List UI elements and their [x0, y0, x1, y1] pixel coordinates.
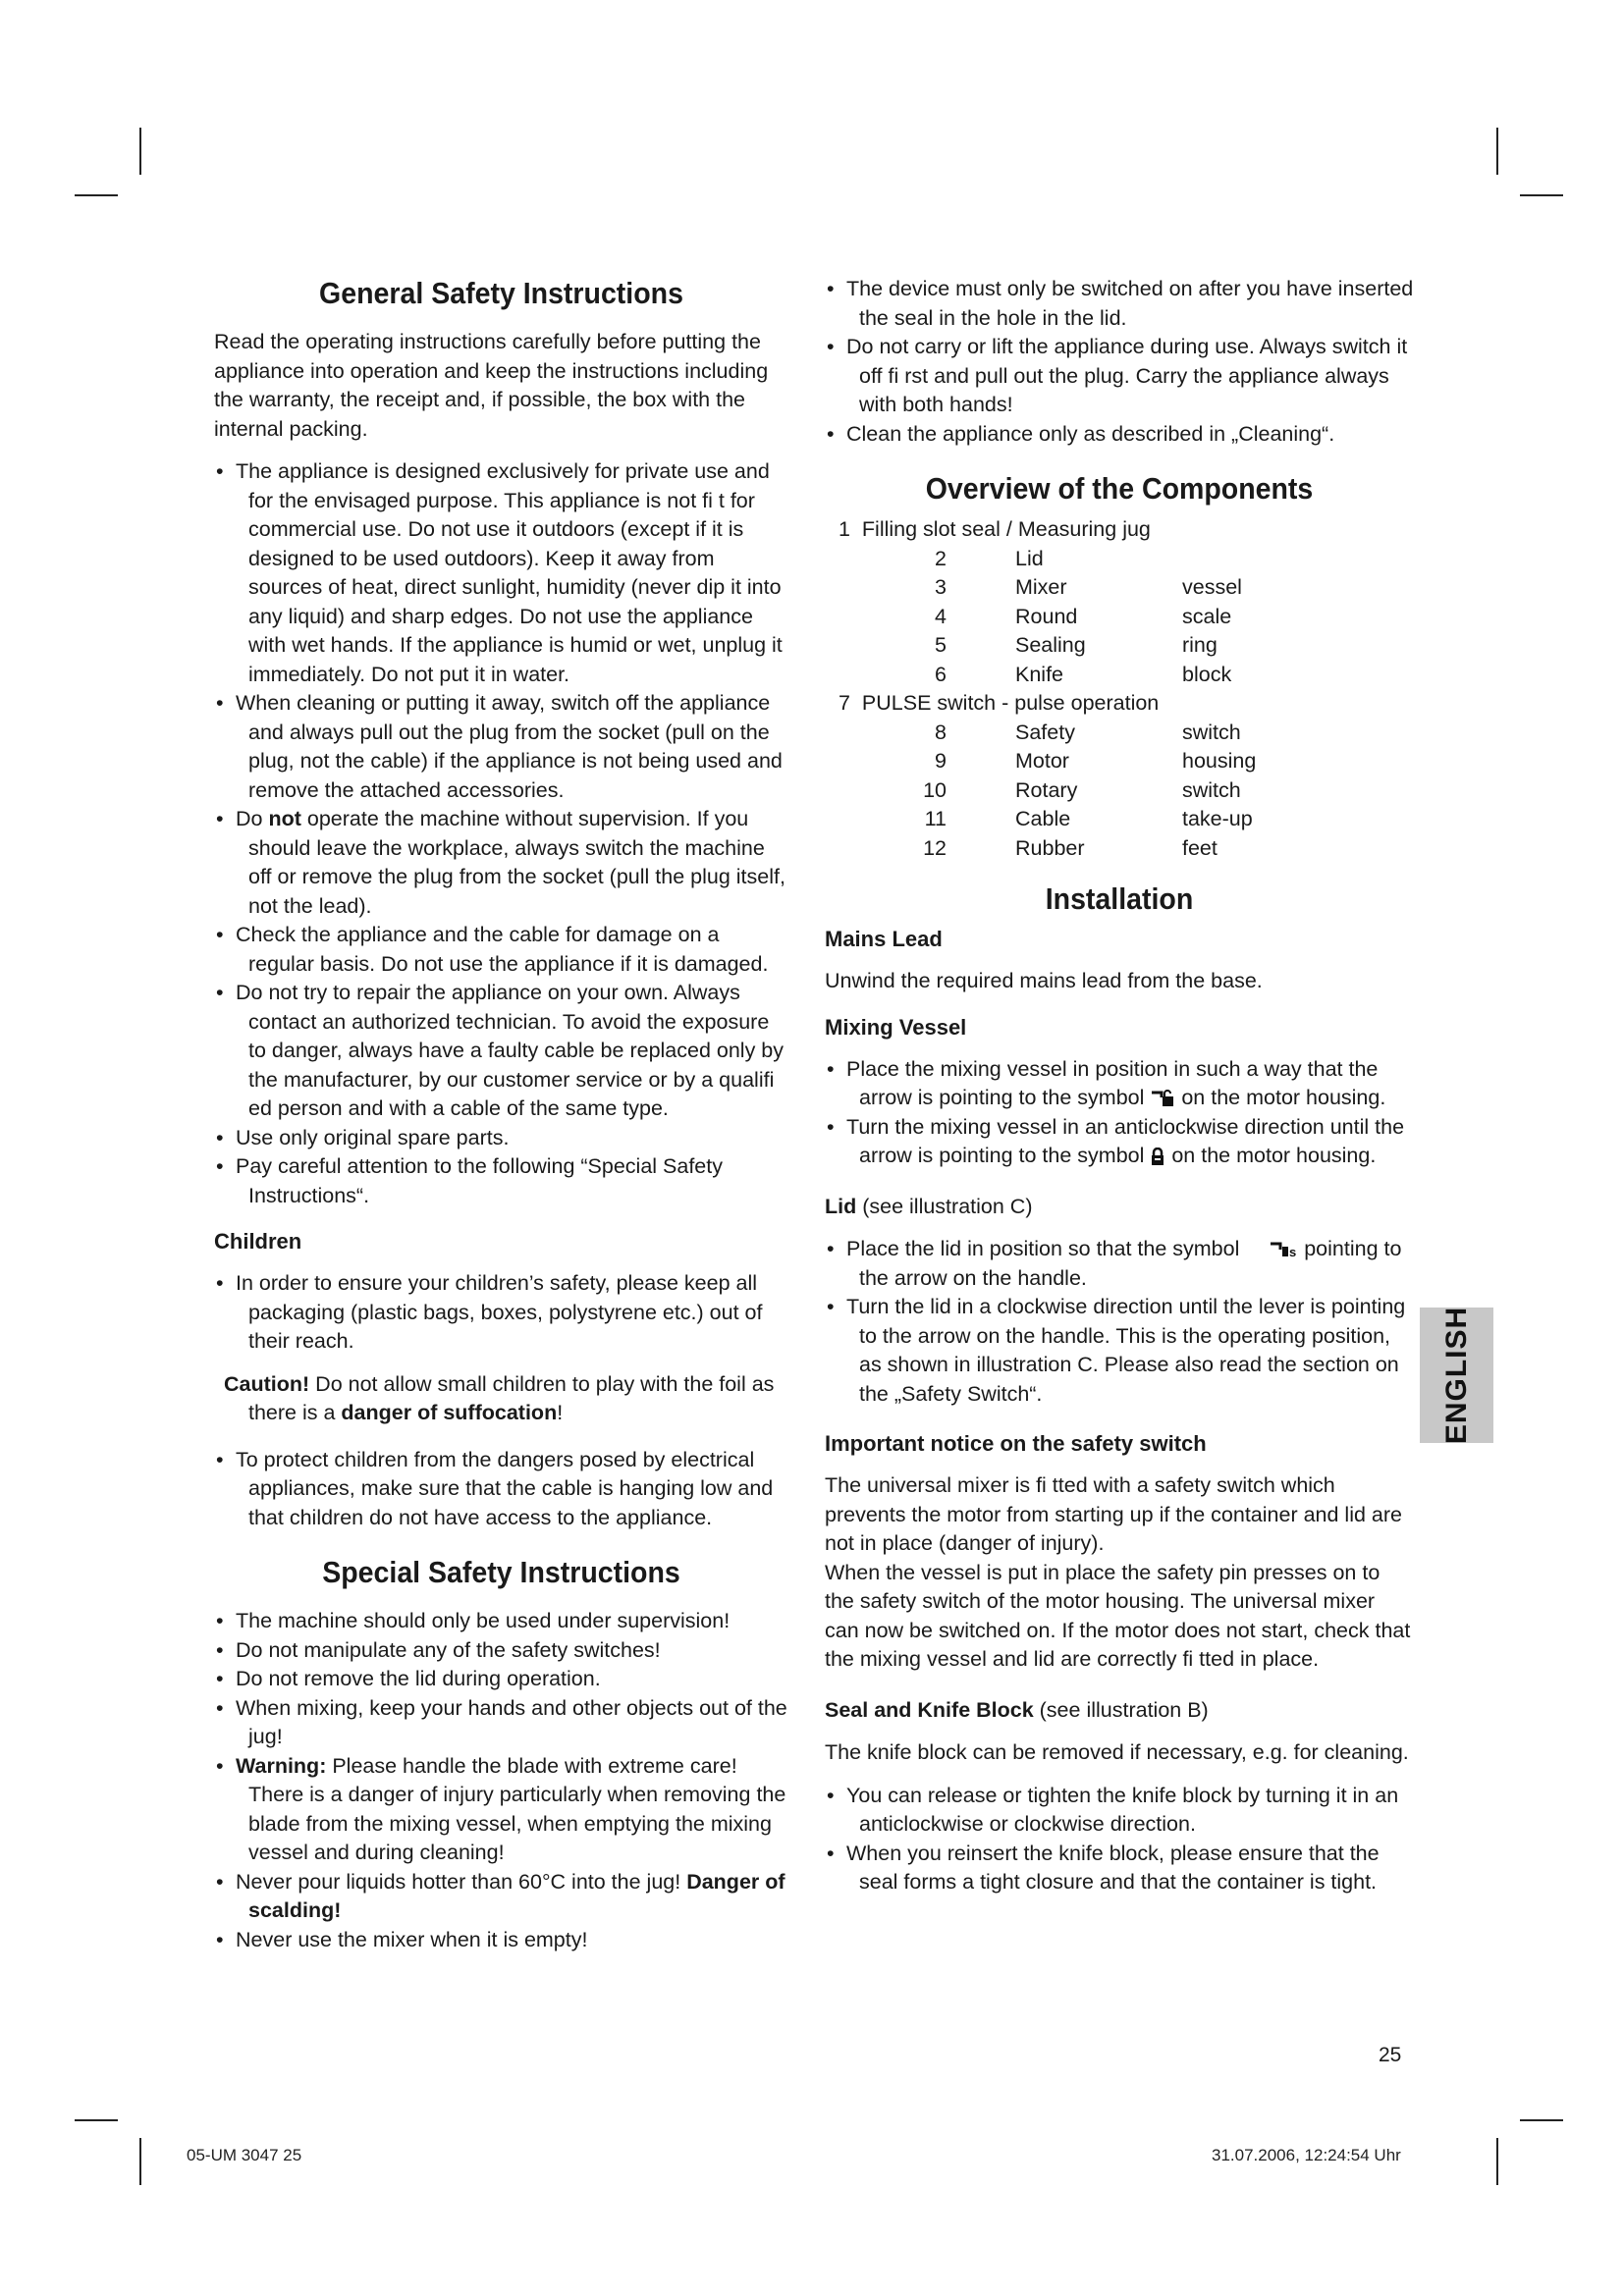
- table-row: 9 Motor housing: [935, 749, 1257, 773]
- list-item: • Clean the appliance only as described in „Cleaning“.: [827, 421, 1335, 446]
- list-item: • Never use the mixer when it is empty!: [216, 1927, 588, 1951]
- caution-note: Caution! Do not allow small children to play with the foil as there is a danger of suffocation!: [224, 1371, 775, 1424]
- components-table: [839, 515, 1329, 863]
- general-safety-title: General Safety Instructions: [319, 276, 683, 310]
- table-row: 12 Rubber feet: [923, 835, 1218, 860]
- table-row: 4 Round scale: [935, 604, 1232, 628]
- mixing-bullet-list: [825, 1055, 1414, 1171]
- crop-mark: [1520, 194, 1563, 196]
- right-column: [825, 275, 1414, 1911]
- list-item: • Do not carry or lift the appliance during use. Always switch it off fi rst and pull out the plug. Carry the appliance always with both hands!: [827, 335, 1408, 416]
- crop-mark: [1496, 2138, 1498, 2185]
- general-bullet-list: [214, 457, 788, 1210]
- left-column: [214, 275, 788, 1968]
- list-item: • Turn the mixing vessel in an anticlockwise direction until the arrow is pointing to the symbol on the motor housing.: [827, 1114, 1405, 1167]
- table-row: 1 Filling slot seal / Measuring jug: [839, 517, 1151, 541]
- list-item: • Do not operate the machine without supervision. If you should leave the workplace, always switch the machine off or remove the plug from the socket (pull the plug itself, not the lead).: [216, 807, 785, 918]
- safety-notice-heading: Important notice on the safety switch: [825, 1431, 1207, 1456]
- mains-lead-text: Unwind the required mains lead from the base.: [825, 969, 1263, 992]
- list-item: • Place the mixing vessel in position in such a way that the arrow is pointing to the symbol on the motor housing.: [827, 1056, 1386, 1109]
- list-item: • Do not remove the lid during operation.: [216, 1667, 601, 1690]
- children-bullet-list-2: [214, 1446, 788, 1533]
- footer-right: 31.07.2006, 12:24:54 Uhr: [1212, 2146, 1401, 2164]
- table-row: 6 Knife block: [935, 662, 1232, 686]
- table-row: 11 Cable take-up: [924, 807, 1253, 830]
- installation-title: Installation: [1045, 881, 1194, 916]
- list-item: • Never pour liquids hotter than 60°C into the jug! Danger of scalding!: [216, 1869, 785, 1922]
- seal-knife-heading: Seal and Knife Block (see illustration B): [825, 1697, 1209, 1722]
- list-item: • Place the lid in position so that the symbol s pointing to the arrow on the handle.: [827, 1237, 1402, 1290]
- language-tab: ENGLISH: [1420, 1308, 1493, 1443]
- list-item: • To protect children from the dangers posed by electrical appliances, make sure that the cable is hanging low and that children do not have access to the appliance.: [216, 1447, 774, 1529]
- list-item: • Use only original spare parts.: [216, 1125, 510, 1149]
- mains-lead-heading: Mains Lead: [825, 927, 943, 951]
- lid-bullet-list: [825, 1235, 1414, 1409]
- safety-notice-text-2: When the vessel is put in place the safety pin presses on to the safety switch of the motor housing. The universal mixer can now be switched on. If the motor does not start, check that the mixing vessel and lid are correctly fi tted in place.: [825, 1560, 1411, 1671]
- crop-mark: [139, 2138, 141, 2185]
- list-item: • Turn the lid in a clockwise direction until the lever is pointing to the arrow on the handle. This is the operating position, as shown in illustration C. Please also read the section on the „Safety Switch“.: [827, 1295, 1406, 1406]
- crop-mark: [75, 2119, 118, 2121]
- list-item: • The machine should only be used under supervision!: [216, 1609, 731, 1632]
- seal-knife-text: The knife block can be removed if necessary, e.g. for cleaning.: [825, 1740, 1409, 1764]
- children-heading: Children: [214, 1229, 302, 1254]
- top-bullet-list: [825, 275, 1414, 449]
- overview-title: Overview of the Components: [925, 471, 1314, 506]
- list-item: • Do not manipulate any of the safety switches!: [216, 1637, 661, 1662]
- svg-text:s: s: [1289, 1245, 1297, 1258]
- special-bullet-list: [214, 1607, 788, 1954]
- list-item: • The appliance is designed exclusively for private use and for the envisaged purpose. This appliance is not fi t for commercial use. Do not use it outdoors (except if it is designed to be used outdoors). Keep it away from sources of heat, direct sunlight, humidity (never dip it into any liquid) and sharp edges. Do not use the appliance with wet hands. If the appliance is humid or wet, unplug it immediately. Do not put it in water.: [216, 459, 783, 686]
- list-item: • Warning: Please handle the blade with extreme care! There is a danger of injury particularly when removing the blade from the mixing vessel, when emptying the mixing vessel and during cleaning!: [216, 1753, 786, 1864]
- table-row: 2 Lid: [935, 546, 1044, 570]
- crop-mark: [1520, 2119, 1563, 2121]
- lid-heading: Lid (see illustration C): [825, 1194, 1033, 1218]
- lid-symbol-icon: [1269, 1241, 1298, 1258]
- list-item: • Check the appliance and the cable for damage on a regular basis. Do not use the appliance if it is damaged.: [216, 923, 769, 976]
- list-item: • Do not try to repair the appliance on your own. Always contact an authorized technician. To avoid the exposure to danger, always have a faulty cable be replaced only by the manufacturer, by our customer service or by a qualifi ed person and with a cable of the same type.: [216, 981, 785, 1120]
- list-item: • When mixing, keep your hands and other objects out of the jug!: [216, 1695, 787, 1748]
- seal-bullet-list: [825, 1782, 1414, 1897]
- table-row: 5 Sealing ring: [935, 633, 1218, 657]
- list-item: • In order to ensure your children’s safety, please keep all packaging (plastic bags, boxes, polystyrene etc.) out of their reach.: [216, 1271, 763, 1353]
- special-safety-title: Special Safety Instructions: [322, 1555, 680, 1589]
- page-number: 25: [1379, 2044, 1402, 2066]
- safety-notice-text-1: The universal mixer is fi tted with a safety switch which prevents the motor from starting up if the container and lid are not in place (danger of injury).: [825, 1473, 1402, 1555]
- footer-left: 05-UM 3047 25: [187, 2146, 302, 2164]
- table-row: 10 Rotary switch: [923, 777, 1241, 802]
- list-item: • Pay careful attention to the following “Special Safety Instructions“.: [216, 1154, 723, 1207]
- list-item: • When cleaning or putting it away, switch off the appliance and always pull out the plug from the socket (pull on the plug, not the cable) if the appliance is not being used and remove the attached accessories.: [216, 691, 783, 802]
- crop-mark: [75, 194, 118, 196]
- list-item: • You can release or tighten the knife block by turning it in an anticlockwise or clockwise direction.: [827, 1783, 1399, 1836]
- table-row: 3 Mixer vessel: [935, 575, 1242, 599]
- children-bullet-list: [214, 1269, 788, 1357]
- unlock-icon: [1150, 1090, 1175, 1107]
- table-row: 8 Safety switch: [935, 720, 1241, 744]
- list-item: • The device must only be switched on after you have inserted the seal in the hole in the lid.: [827, 277, 1414, 330]
- crop-mark: [139, 128, 141, 175]
- crop-mark: [1496, 128, 1498, 175]
- lock-icon: [1150, 1148, 1165, 1165]
- table-row: 7 PULSE switch - pulse operation: [839, 691, 1160, 715]
- general-intro: Read the operating instructions carefully before putting the appliance into operation and keep the instructions including the warranty, the receipt and, if possible, the box with the internal packing.: [214, 330, 769, 441]
- list-item: • When you reinsert the knife block, please ensure that the seal forms a tight closure and that the container is tight.: [827, 1841, 1380, 1894]
- mixing-vessel-heading: Mixing Vessel: [825, 1014, 967, 1040]
